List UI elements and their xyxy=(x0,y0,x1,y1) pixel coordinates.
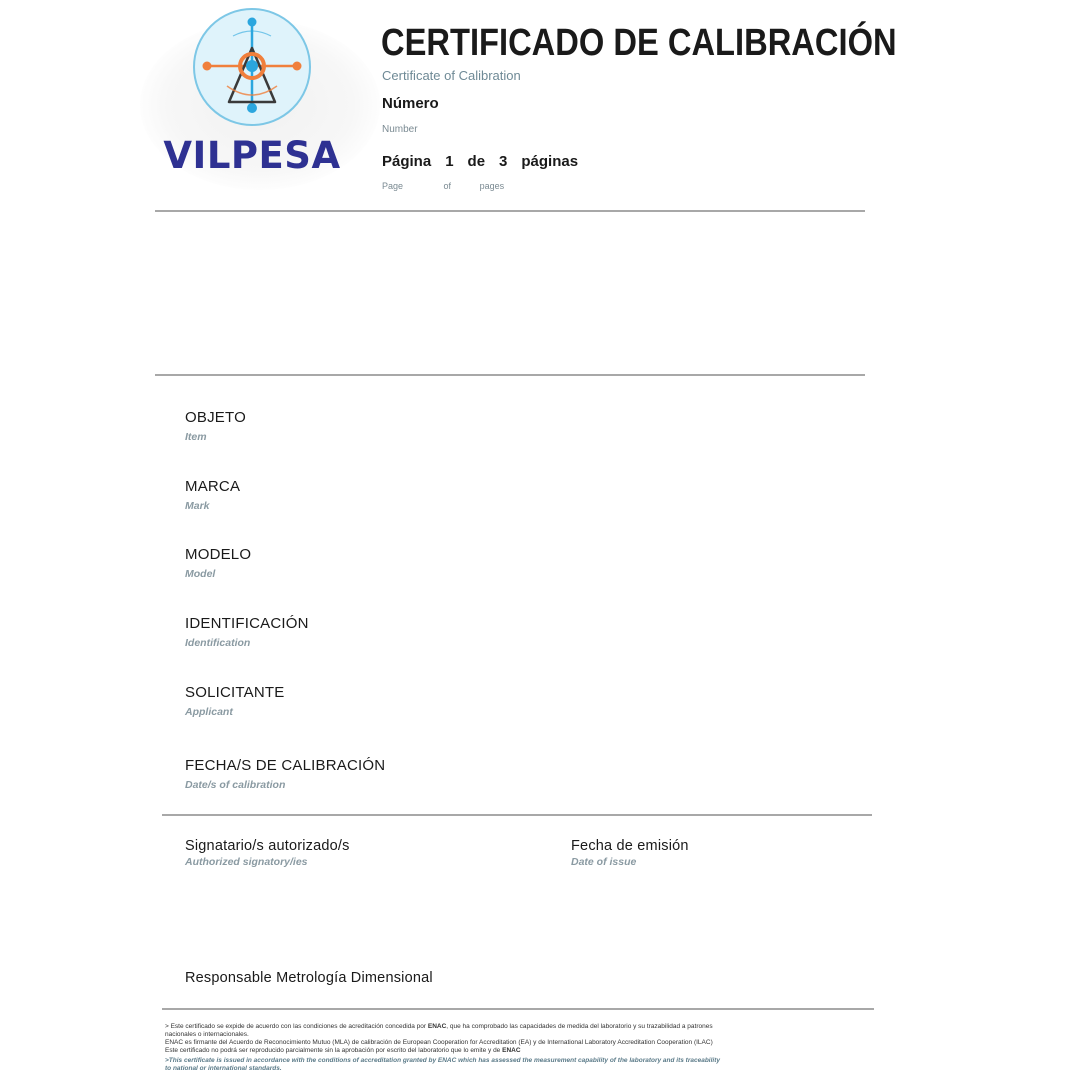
field-item-label: OBJETO xyxy=(185,409,246,426)
signature-divider xyxy=(162,814,872,816)
field-identification-label: IDENTIFICACIÓN xyxy=(185,615,309,632)
notice-line-5: >This certificate is issued in accordance with the conditions of accreditation granted by ENAC which has assessed the measurement capability of the laboratory and its traceability xyxy=(165,1057,721,1064)
field-calibration-date-label: FECHA/S DE CALIBRACIÓN xyxy=(185,757,386,774)
field-model-label: MODELO xyxy=(185,546,252,563)
field-model-label-en: Model xyxy=(185,568,216,580)
signatory-label: Signatario/s autorizado/s xyxy=(185,838,350,854)
page-label: Página xyxy=(382,153,432,170)
field-identification-label-en: Identification xyxy=(185,637,251,649)
page-total: 3 xyxy=(499,153,508,170)
fields-divider xyxy=(155,374,865,376)
page-of: de xyxy=(467,153,486,170)
issue-date-label-en: Date of issue xyxy=(571,856,637,868)
field-calibration-date-label-en: Date/s of calibration xyxy=(185,779,286,791)
field-item-label-en: Item xyxy=(185,431,207,443)
signatory-label-en: Authorized signatory/ies xyxy=(185,856,308,868)
page-label-en: Page xyxy=(382,181,404,191)
number-label: Número xyxy=(382,95,439,112)
pages-label-en: pages xyxy=(479,181,505,191)
issue-date-label: Fecha de emisión xyxy=(571,838,689,854)
responsible-label: Responsable Metrología Dimensional xyxy=(185,970,433,986)
pages-label: páginas xyxy=(521,153,579,170)
brand-name: VILPESA xyxy=(163,134,341,177)
field-applicant-label-en: Applicant xyxy=(185,706,233,718)
field-mark-label-en: Mark xyxy=(185,500,210,512)
page-of-en: of xyxy=(443,181,452,191)
logo-symbol-icon xyxy=(193,8,311,126)
page-counter-en xyxy=(382,181,504,191)
notice-line-6: to national or international standards. xyxy=(165,1065,282,1072)
field-applicant-label: SOLICITANTE xyxy=(185,684,285,701)
header-divider xyxy=(155,210,865,212)
document-title: CERTIFICADO DE CALIBRACIÓN xyxy=(381,22,897,64)
notice-line-1: > Este certificado se expide de acuerdo con las condiciones de acreditación concedida por ENAC, que ha comprobado las capacidades de medida del laboratorio y su trazabilidad a patrones xyxy=(165,1023,713,1030)
accreditation-notice xyxy=(165,1023,875,1073)
notice-line-2: nacionales o internacionales. xyxy=(165,1031,249,1038)
number-label-en: Number xyxy=(382,124,418,135)
page-current: 1 xyxy=(445,153,454,170)
notice-line-3: ENAC es firmante del Acuerdo de Reconocimiento Mutuo (MLA) de calibración de European Cooperation for Accreditation (EA) y de International Laboratory Accreditation Cooperation (ILAC) xyxy=(165,1039,713,1046)
field-mark-label: MARCA xyxy=(185,478,241,495)
footer-divider xyxy=(162,1008,874,1010)
notice-line-4: Este certificado no podrá ser reproducido parcialmente sin la aprobación por escrito del laboratorio que lo emite y de ENAC xyxy=(165,1047,521,1054)
document-subtitle: Certificate of Calibration xyxy=(382,68,521,83)
page-counter xyxy=(382,153,578,170)
